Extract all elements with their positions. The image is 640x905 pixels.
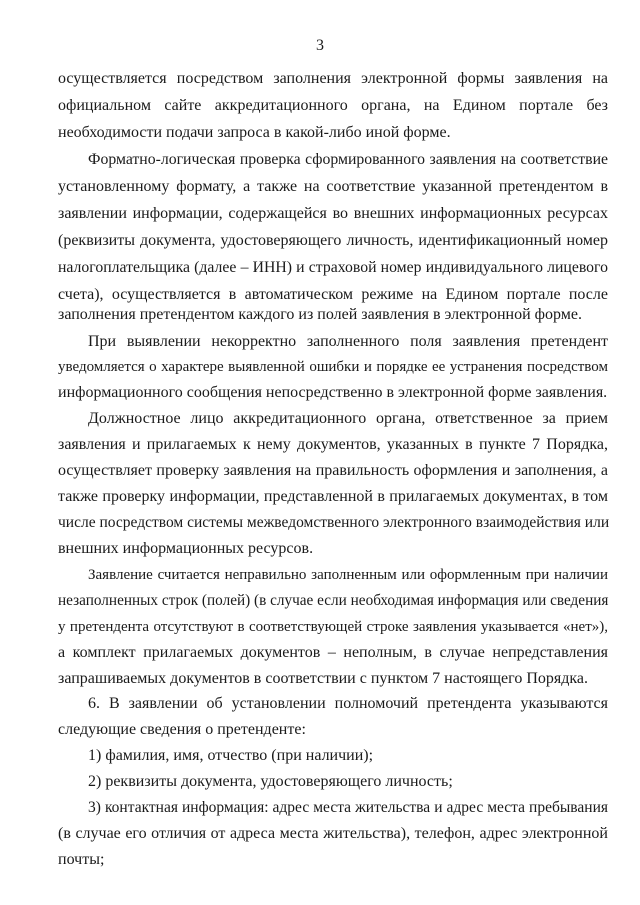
page-number: 3 bbox=[316, 37, 324, 54]
text-line: 6. В заявлении об установлении полномочий претендента указываются bbox=[88, 695, 608, 712]
text-line: уведомляется о характере выявленной ошибки и порядке ее устранения посредством bbox=[58, 359, 608, 375]
text-line: установленному формату, а также на соответствие указанной претендентом в bbox=[58, 178, 608, 195]
text-line: необходимости подачи запроса в какой-либо иной форме. bbox=[58, 124, 451, 141]
text-line: у претендента отсутствуют в соответствующей строке заявления указывается «нет»), bbox=[58, 619, 608, 635]
text-line: Должностное лицо аккредитационного органа, ответственное за прием bbox=[88, 410, 608, 427]
text-line: Форматно-логическая проверка сформированного заявления на соответствие bbox=[88, 151, 608, 168]
text-line: информационного сообщения непосредственно в электронной форме заявления. bbox=[58, 384, 608, 401]
text-line: запрашиваемых документов в соответствии с пунктом 7 настоящего Порядка. bbox=[58, 670, 589, 687]
list-item: 1) фамилия, имя, отчество (при наличии); bbox=[88, 747, 374, 764]
text-line: заявлении информации, содержащейся во внешних информационных ресурсах bbox=[58, 205, 608, 222]
text-line: осуществляется посредством заполнения электронной формы заявления на bbox=[58, 70, 608, 87]
text-line: (реквизиты документа, удостоверяющего личность, идентификационный номер bbox=[58, 232, 608, 249]
list-item: 2) реквизиты документа, удостоверяющего личность; bbox=[88, 773, 453, 790]
text-line: незаполненных строк (полей) (в случае если необходимая информация или сведения bbox=[58, 592, 609, 609]
text-line: (в случае его отличия от адреса места жительства), телефон, адрес электронной bbox=[58, 825, 608, 842]
text-line: налогоплательщика (далее – ИНН) и страховой номер индивидуального лицевого bbox=[58, 259, 608, 276]
text-line: также проверку информации, представленной в прилагаемых документах, в том bbox=[58, 488, 608, 505]
list-item: 3) контактная информация: адрес места жительства и адрес места пребывания bbox=[88, 799, 608, 816]
text-line: следующие сведения о претенденте: bbox=[58, 721, 306, 738]
text-line: заявления и прилагаемых к нему документов, указанных в пункте 7 Порядка, bbox=[58, 436, 608, 453]
text-line: а комплект прилагаемых документов – неполным, в случае непредставления bbox=[58, 644, 608, 661]
text-line: счета), осуществляется в автоматическом режиме на Едином портале после bbox=[58, 286, 608, 303]
text-line: Заявление считается неправильно заполненным или оформленным при наличии bbox=[88, 567, 608, 583]
text-line: почты; bbox=[58, 851, 105, 868]
text-line: При выявлении некорректно заполненного поля заявления претендент bbox=[88, 333, 608, 350]
text-line: внешних информационных ресурсов. bbox=[58, 540, 314, 557]
text-line: осуществляет проверку заявления на правильность оформления и заполнения, а bbox=[58, 462, 608, 479]
text-line: заполнения претендентом каждого из полей заявления в электронной форме. bbox=[58, 306, 582, 323]
text-line: официальном сайте аккредитационного органа, на Едином портале без bbox=[58, 97, 608, 114]
text-line: числе посредством системы межведомственного электронного взаимодействия или bbox=[58, 514, 610, 531]
